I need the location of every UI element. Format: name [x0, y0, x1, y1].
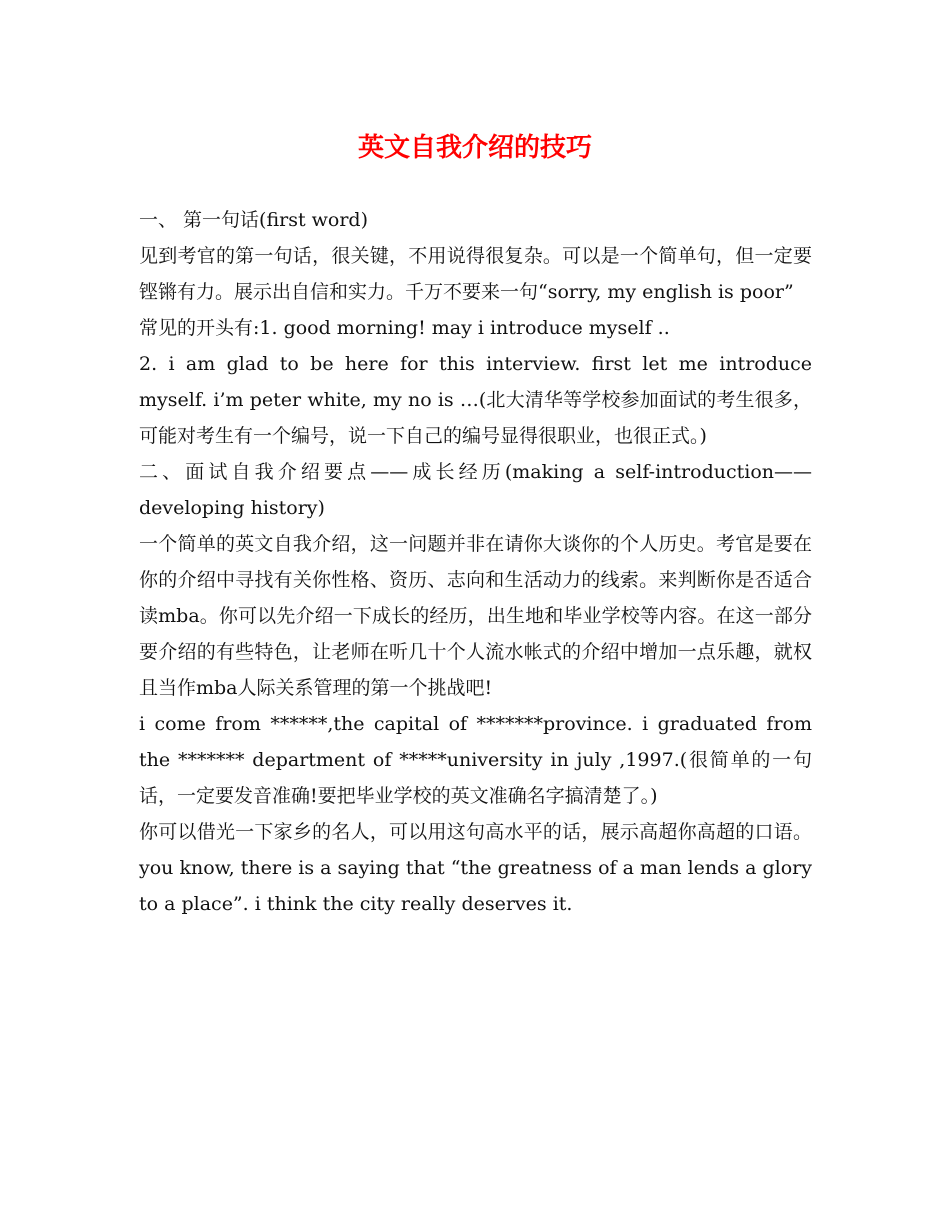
- document-body: [139, 202, 812, 922]
- section-heading-first-word: 一、 第一句话(first word): [139, 209, 368, 231]
- paragraph: i come from ******,the capital of *******province. i graduated from the ******* department of *****university in july ,1997.(很简单的一句话，一定要发音准确!要把毕业学校的英文准确名字搞清楚了。): [139, 713, 812, 807]
- section-heading-self-introduction: 二、面试自我介绍要点——成长经历(making a self-introduction——developing history): [139, 461, 812, 519]
- paragraph: 常见的开头有:1. good morning! may i introduce myself ..: [139, 317, 670, 339]
- paragraph: 一个简单的英文自我介绍，这一问题并非在请你大谈你的个人历史。考官是要在你的介绍中寻找有关你性格、资历、志向和生活动力的线索。来判断你是否适合读mba。你可以先介绍一下成长的经历，出生地和毕业学校等内容。在这一部分要介绍的有些特色，让老师在听几十个人流水帐式的介绍中增加一点乐趣，就权且当作mba人际关系管理的第一个挑战吧!: [139, 533, 812, 699]
- paragraph: 见到考官的第一句话，很关键，不用说得很复杂。可以是一个简单句，但一定要铿锵有力。展示出自信和实力。千万不要来一句“sorry, my english is poor”: [139, 245, 812, 303]
- paragraph: 你可以借光一下家乡的名人，可以用这句高水平的话，展示高超你高超的口语。you know, there is a saying that “the greatness of a man lends a glory to a place”. i think the city really deserves it.: [139, 821, 812, 915]
- document-title: 英文自我介绍的技巧: [357, 133, 592, 163]
- paragraph: 2. i am glad to be here for this interview. first let me introduce myself. i’m peter white, my no is …(北大清华等学校参加面试的考生很多，可能对考生有一个编号，说一下自己的编号显得很职业，也很正式。): [139, 353, 812, 447]
